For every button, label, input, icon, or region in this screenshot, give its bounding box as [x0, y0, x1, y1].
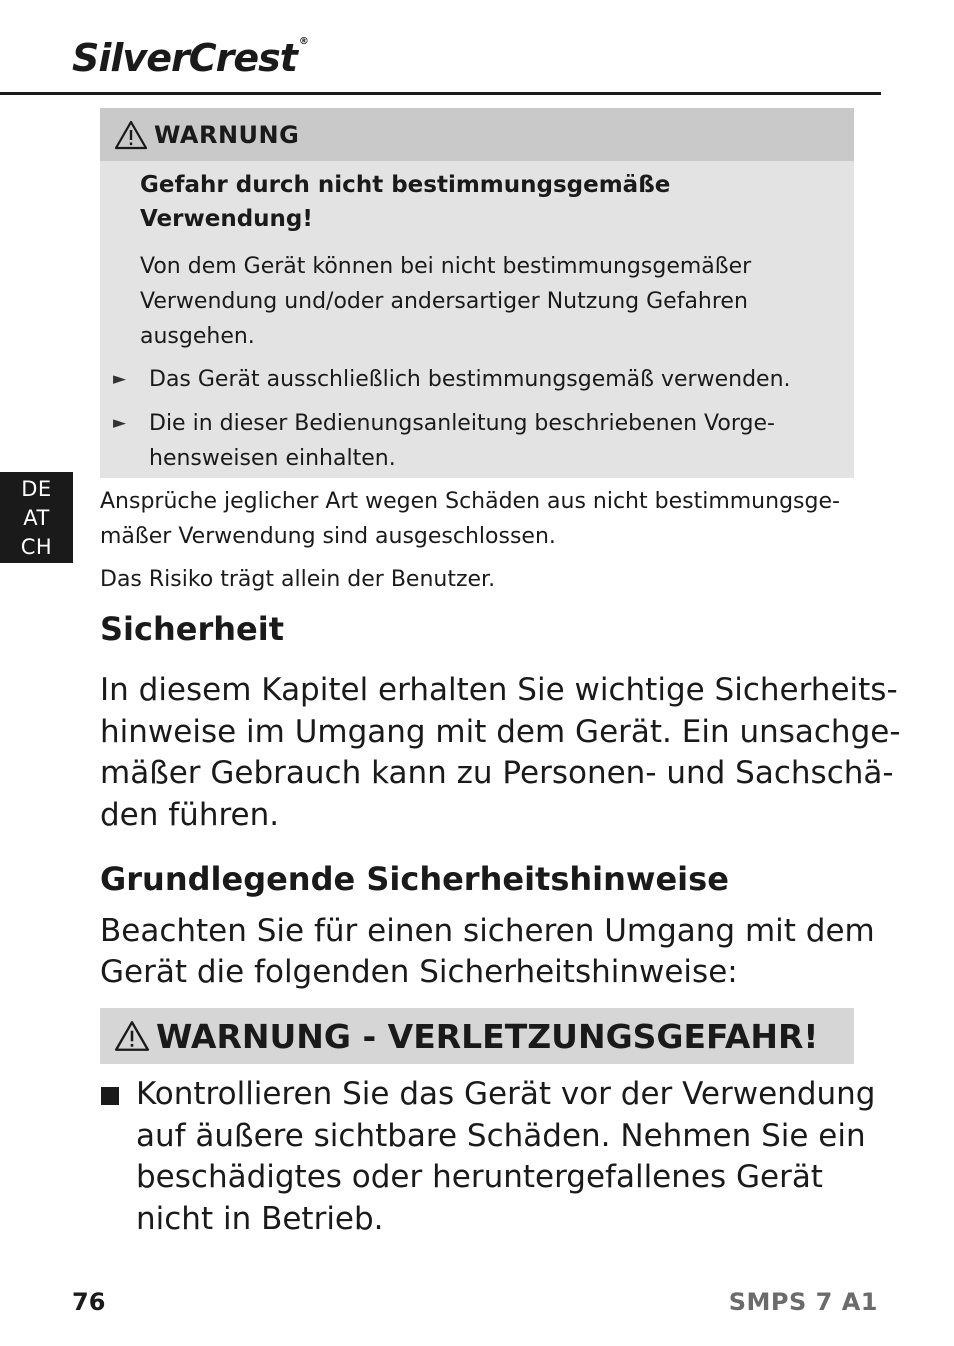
lang-de: DE	[21, 477, 52, 501]
section-text-line: In diesem Kapitel erhalten Sie wichtige Sicherheits-	[100, 672, 898, 708]
warning-triangle-icon	[114, 120, 148, 150]
warning-triangle-icon	[114, 1020, 150, 1052]
warning-bullet-line: Das Gerät ausschließlich bestimmungsgemäß verwenden.	[149, 367, 791, 392]
bullet-text-line: Kontrollieren Sie das Gerät vor der Verwendung	[136, 1076, 876, 1112]
bullet-text-line: auf äußere sichtbare Schäden. Nehmen Sie ein	[136, 1118, 866, 1154]
bullet-text-line: beschädigtes oder heruntergefallenes Gerät	[136, 1159, 823, 1195]
section-heading: Grundlegende Sicherheitshinweise	[100, 860, 729, 898]
page-number: 76	[72, 1288, 106, 1316]
warning-header	[100, 108, 854, 161]
warning-text-line: ausgehen.	[140, 324, 255, 349]
warning-injury-label: WARNUNG - VERLETZUNGSGEFAHR!	[156, 1016, 819, 1056]
section-heading: Sicherheit	[100, 610, 284, 648]
lang-at: AT	[23, 506, 50, 530]
section-text-line: hinweise im Umgang mit dem Gerät. Ein unsachge-	[100, 714, 901, 750]
warning-title-line: Gefahr durch nicht bestimmungsgemäße	[140, 172, 671, 198]
warning-text-line: Verwendung und/oder andersartiger Nutzung Gefahren	[140, 289, 748, 314]
arrow-bullet-icon: ►	[113, 413, 127, 433]
section-text-line: mäßer Gebrauch kann zu Personen- und Sachschä-	[100, 755, 894, 791]
brand-logo: SilverCrest ®	[72, 36, 308, 80]
risk-text: Das Risiko trägt allein der Benutzer.	[100, 567, 496, 592]
bullet-text-line: nicht in Betrieb.	[136, 1201, 384, 1237]
language-tab	[0, 472, 73, 563]
square-bullet-icon	[101, 1087, 119, 1105]
section-text-line: Beachten Sie für einen sicheren Umgang mit dem	[100, 913, 875, 949]
warning-title-line: Verwendung!	[140, 206, 313, 232]
header-rule	[0, 92, 881, 95]
claims-line: mäßer Verwendung sind ausgeschlossen.	[100, 524, 556, 549]
arrow-bullet-icon: ►	[113, 369, 127, 389]
section-text-line: den führen.	[100, 797, 280, 833]
warning-injury-header	[100, 1008, 854, 1064]
warning-text-line: Von dem Gerät können bei nicht bestimmungsgemäßer	[140, 254, 752, 279]
warning-bullet-line: hensweisen einhalten.	[149, 446, 396, 471]
warning-bullet-line: Die in dieser Bedienungsanleitung beschriebenen Vorge-	[149, 411, 775, 436]
claims-line: Ansprüche jeglicher Art wegen Schäden aus nicht bestimmungsge-	[100, 489, 840, 514]
model-number: SMPS 7 A1	[728, 1288, 878, 1316]
lang-ch: CH	[20, 535, 53, 559]
section-text-line: Gerät die folgenden Sicherheitshinweise:	[100, 954, 738, 990]
warning-label: WARNUNG	[154, 120, 300, 149]
